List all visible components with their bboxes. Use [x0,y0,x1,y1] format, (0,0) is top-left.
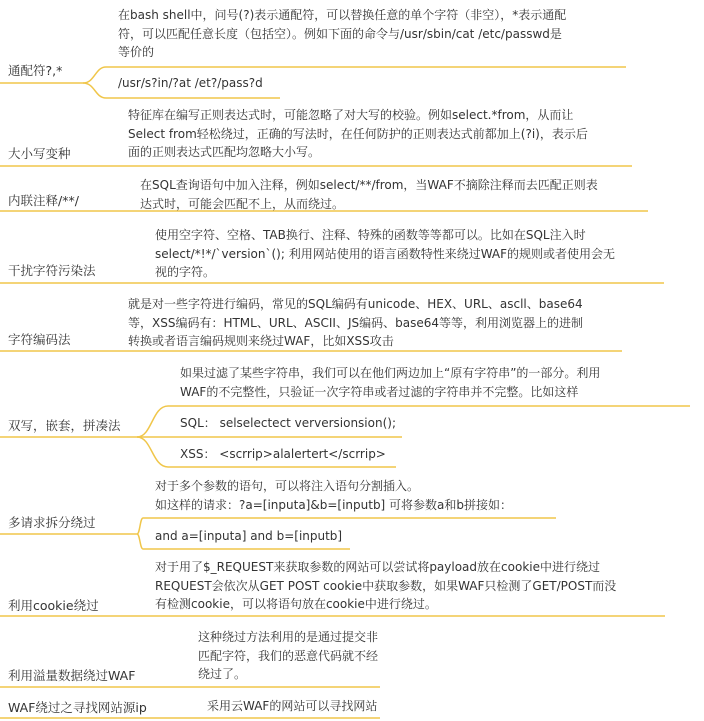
leaf-text: 对于用了$_REQUEST来获取参数的网站可以尝试将payload放在cookie中进行绕过 REQUEST会依次从GET POST cookie中获取参数，如果WAF只检测了GET/POST而没 有检测cookie，可以将语句放在cookie中进行绕过。 [155,560,617,611]
branch-interference-chars: 干扰字符污染法 [8,263,96,278]
fade-overlay [380,620,704,721]
leaf-text: 就是对一些字符进行编码，常见的SQL编码有unicode、HEX、URL、ascll、base64 等，XSS编码有：HTML、URL、ASCII、JS编码、base64等等，利用浏览器上的进制 转换或者语言编码规则来绕过WAF，比如XSS攻击 [128,297,583,348]
leaf-text: XSS： <scrrip>alalertert</scrrip> [180,447,386,461]
leaf-text: and a=[inputa] and b=[inputb] [155,529,343,543]
leaf-text: 如果过滤了某些字符串，我们可以在他们两边加上“原有字符串”的一部分。利用 WAF的不完整性，只验证一次字符串或者过滤的字符串并不完整。比如这样 [180,366,601,399]
branch-cookie: 利用cookie绕过 [8,598,99,613]
connector-curve [137,406,168,437]
branch-overflow-data: 利用溢量数据绕过WAF [8,668,136,683]
leaf-text: 对于多个参数的语句，可以将注入语句分割插入。 如这样的请求：?a=[inputa]&b=[inputb] 可将参数a和b拼接如： [155,479,513,512]
connector-curve [137,518,143,534]
branch-double-write: 双写，嵌套，拼凑法 [8,418,121,433]
connector-curve [137,534,143,549]
branch-char-encoding: 字符编码法 [8,332,71,347]
connector-curve [83,67,106,83]
branch-multi-request: 多请求拆分绕过 [8,515,96,530]
connector-curve [83,83,106,98]
branch-wildcard: 通配符?,* [8,63,63,78]
branch-case-variation: 大小写变种 [8,146,71,161]
branch-find-source-ip: WAF绕过之寻找网站源ip [8,700,147,715]
branch-inline-comment: 内联注释/**/ [8,193,79,208]
leaf-text: SQL： selselectect verversionsion(); [180,416,396,430]
leaf-text: 在bash shell中，问号(?)表示通配符，可以替换任意的单个字符（非空），*表示通配 符，可以匹配任意长度（包括空）。例如下面的命令与/usr/sbin/cat /etc/passwd是 等价的 [118,8,567,59]
leaf-text: /usr/s?in/?at /et?/pass?d [118,76,263,90]
leaf-text: 在SQL查询语句中加入注释，例如select/**/from，当WAF不摘除注释而去匹配正则表 达式时，可能会匹配不上，从而绕过。 [140,178,598,211]
leaf-text: 特征库在编写正则表达式时，可能忽略了对大写的校验。例如select.*from，从而让 Select from轻松绕过，正确的写法时，在任何防护的正则表达式前都加上(?i)，表示后 面的正则表达式匹配均忽略大小写。 [128,108,588,159]
leaf-text: 使用空字符、空格、TAB换行、注释、特殊的函数等等都可以。比如在SQL注入时 select/*!*/`version`(); 利用网站使用的语言函数特性来绕过WAF的规则或者使用会无 视的字符。 [155,228,616,279]
connector-curve [137,437,168,467]
leaf-text: 采用云WAF的网站可以寻找网站 [207,699,378,713]
leaf-text: 这种绕过方法利用的是通过提交非 匹配字符，我们的恶意代码就不经 绕过了。 [198,630,379,681]
